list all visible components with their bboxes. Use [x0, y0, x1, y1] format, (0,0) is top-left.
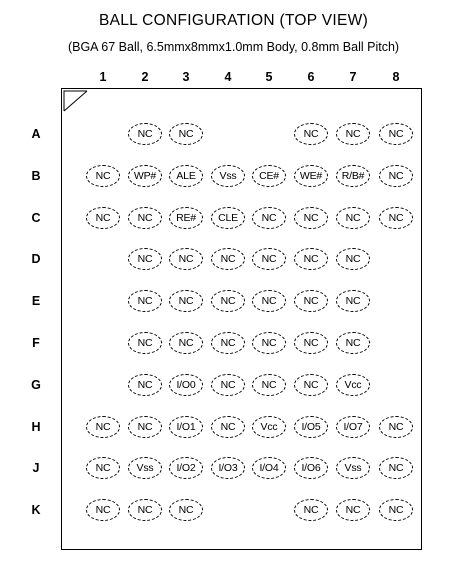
- ball-f3: NC: [169, 332, 203, 354]
- ball-e6: NC: [294, 290, 328, 312]
- row-label-c: C: [31, 210, 41, 225]
- ball-b3: ALE: [169, 165, 203, 187]
- ball-h4: NC: [211, 416, 245, 438]
- ball-g5: NC: [252, 374, 286, 396]
- ball-b1: NC: [86, 165, 120, 187]
- ball-b4: Vss: [211, 165, 245, 187]
- row-label-e: E: [31, 294, 41, 309]
- ball-d5: NC: [252, 248, 286, 270]
- ball-h7: I/O7: [336, 416, 370, 438]
- ball-d7: NC: [336, 248, 370, 270]
- ball-c6: NC: [294, 207, 328, 229]
- ball-h3: I/O1: [169, 416, 203, 438]
- ball-d6: NC: [294, 248, 328, 270]
- row-label-d: D: [31, 252, 41, 267]
- ball-h8: NC: [379, 416, 413, 438]
- ball-f6: NC: [294, 332, 328, 354]
- ball-j6: I/O6: [294, 457, 328, 479]
- diagram-subtitle: (BGA 67 Ball, 6.5mmx8mmx1.0mm Body, 0.8mm Ball Pitch): [67, 40, 400, 54]
- ball-e5: NC: [252, 290, 286, 312]
- ball-a8: NC: [379, 123, 413, 145]
- ball-c7: NC: [336, 207, 370, 229]
- ball-a7: NC: [336, 123, 370, 145]
- row-label-h: H: [31, 419, 41, 434]
- ball-g3: I/O0: [169, 374, 203, 396]
- ball-b7: R/B#: [336, 165, 370, 187]
- ball-f5: NC: [252, 332, 286, 354]
- ball-j2: Vss: [128, 457, 162, 479]
- ball-d2: NC: [128, 248, 162, 270]
- ball-g2: NC: [128, 374, 162, 396]
- ball-a3: NC: [169, 123, 203, 145]
- ball-e3: NC: [169, 290, 203, 312]
- ball-c8: NC: [379, 207, 413, 229]
- ball-k3: NC: [169, 499, 203, 521]
- ball-j5: I/O4: [252, 457, 286, 479]
- ball-d3: NC: [169, 248, 203, 270]
- ball-j8: NC: [379, 457, 413, 479]
- ball-b2: WP#: [128, 165, 162, 187]
- row-label-a: A: [31, 127, 41, 141]
- ball-f4: NC: [211, 332, 245, 354]
- package-outline: [61, 88, 422, 550]
- ball-c2: NC: [128, 207, 162, 229]
- ball-k6: NC: [294, 499, 328, 521]
- ball-c4: CLE: [211, 207, 245, 229]
- ball-c5: NC: [252, 207, 286, 229]
- ball-j1: NC: [86, 457, 120, 479]
- column-label-2: 2: [141, 70, 149, 84]
- pin1-marker: [63, 90, 89, 112]
- ball-j4: I/O3: [211, 457, 245, 479]
- column-label-4: 4: [224, 70, 232, 84]
- ball-d4: NC: [211, 248, 245, 270]
- ball-g4: NC: [211, 374, 245, 396]
- ball-h2: NC: [128, 416, 162, 438]
- row-label-f: F: [32, 336, 40, 350]
- column-label-1: 1: [99, 70, 107, 84]
- ball-a2: NC: [128, 123, 162, 145]
- ball-h1: NC: [86, 416, 120, 438]
- ball-e4: NC: [211, 290, 245, 312]
- ball-h6: I/O5: [294, 416, 328, 438]
- row-label-j: J: [32, 461, 40, 476]
- ball-k2: NC: [128, 499, 162, 521]
- ball-c3: RE#: [169, 207, 203, 229]
- column-label-7: 7: [349, 70, 357, 84]
- column-label-6: 6: [307, 70, 315, 84]
- column-label-8: 8: [392, 70, 400, 84]
- row-label-g: G: [31, 377, 41, 392]
- ball-g6: NC: [294, 374, 328, 396]
- row-label-b: B: [31, 168, 41, 183]
- column-label-5: 5: [265, 70, 273, 84]
- ball-c1: NC: [86, 207, 120, 229]
- row-label-k: K: [31, 503, 41, 518]
- ball-h5: Vcc: [252, 416, 286, 438]
- ball-e7: NC: [336, 290, 370, 312]
- ball-f7: NC: [336, 332, 370, 354]
- ball-b8: NC: [379, 165, 413, 187]
- ball-k8: NC: [379, 499, 413, 521]
- ball-j7: Vss: [336, 457, 370, 479]
- ball-k1: NC: [86, 499, 120, 521]
- ball-e2: NC: [128, 290, 162, 312]
- ball-a6: NC: [294, 123, 328, 145]
- ball-b5: CE#: [252, 165, 286, 187]
- ball-f2: NC: [128, 332, 162, 354]
- ball-b6: WE#: [294, 165, 328, 187]
- ball-j3: I/O2: [169, 457, 203, 479]
- column-label-3: 3: [182, 70, 190, 84]
- ball-g7: Vcc: [336, 374, 370, 396]
- diagram-title: BALL CONFIGURATION (TOP VIEW): [98, 12, 369, 29]
- ball-k7: NC: [336, 499, 370, 521]
